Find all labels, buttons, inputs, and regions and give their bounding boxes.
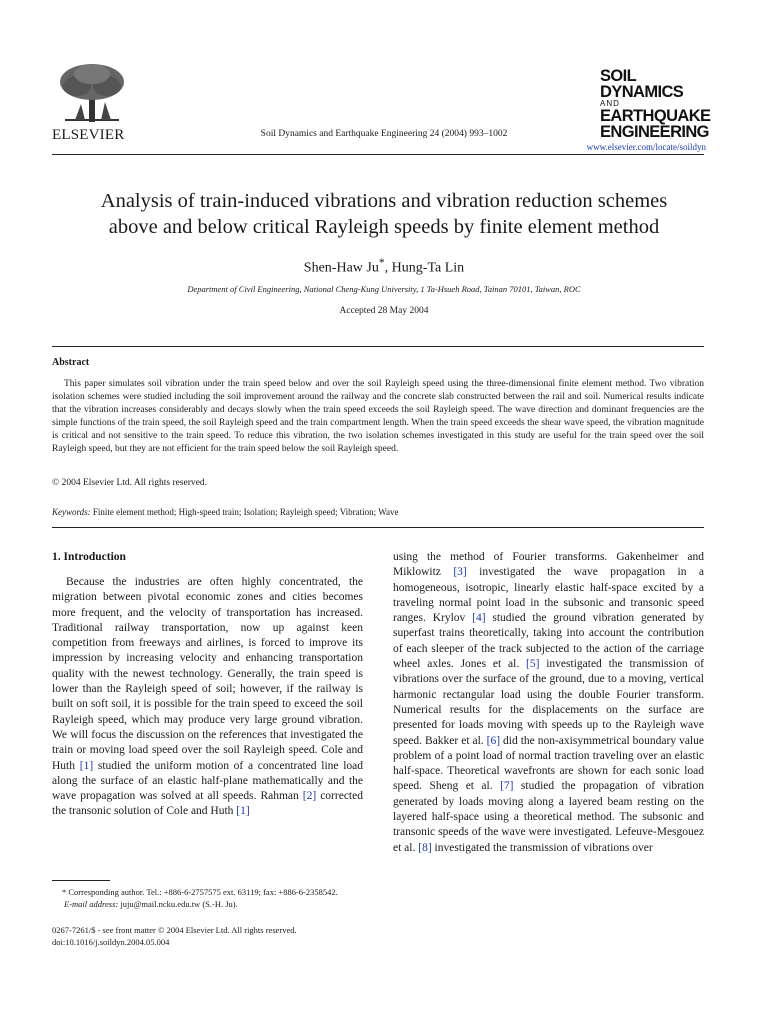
header-rule (52, 154, 704, 155)
abstract-top-rule (52, 346, 704, 347)
journal-logo-line: EARTHQUAKE (600, 107, 711, 125)
email-footnote (52, 899, 363, 911)
journal-url-link[interactable]: www.elsevier.com/locate/soildyn (586, 142, 706, 152)
section-heading: 1. Introduction (52, 551, 126, 563)
abstract-bottom-rule (52, 527, 704, 528)
keywords (52, 507, 399, 517)
right-column-text (393, 550, 704, 856)
journal-logo-line: AND (600, 99, 620, 108)
journal-logo-line: ENGINEERING (600, 123, 709, 141)
accepted-date: Accepted 28 May 2004 (339, 306, 429, 316)
body-text: investigated the transmission of vibrations over (431, 841, 653, 854)
journal-reference: Soil Dynamics and Earthquake Engineering 24 (2004) 993–1002 (260, 129, 508, 139)
author-name: Shen-Haw Ju (303, 260, 379, 276)
corresponding-mark[interactable]: * (378, 256, 385, 269)
doi-line[interactable]: doi:10.1016/j.soildyn.2004.05.004 (52, 936, 170, 947)
affiliation: Department of Civil Engineering, National Cheng-Kung University, 1 Ta-Hsueh Road, Tainan 70101, Taiwan, ROC (187, 284, 581, 294)
footnote-rule (52, 880, 110, 881)
left-column-text (52, 575, 363, 820)
citation-link[interactable]: [8] (418, 841, 432, 854)
body-text: corrected the transonic solution of Cole and Huth (52, 790, 363, 818)
body-text: did the non-axisymmetrical boundary value problem of a point load of normal traction traveling over an elastic half-space. Theoretical wavefronts are shown for each sonic load speed. Sheng et al. (393, 734, 704, 793)
citation-link[interactable]: [3] (453, 566, 467, 579)
body-text: using the method of Fourier transforms. Gakenheimer and Miklowitz (393, 551, 704, 579)
citation-link[interactable]: [6] (486, 734, 501, 747)
body-text: studied the ground vibration generated by superfast trains theoretically, taking into account the contribution of each sleeper of the track subjected to the action of the carriage wheel axles. Jones et al. (393, 612, 705, 671)
body-text: Because the industries are often highly concentrated, the migration between pivotal economic zones and cities becomes more frequent, and the velocity of transportation has increased. Traditional railway transportation, now up against keen competition from freeways and airlines, is forced to improve its impression by increasing velocity and enhancing transportation quality with the newest technology. Generally, the train speed is lower than the Rayleigh speed of soil; however, if the railway is built on soft soil, it is possible for the train speed to exceed the soil Rayleigh speed, which may produce very large ground vibration. We will focus the discussion on the references that investigated the train or moving load speed over the soil Rayleigh speed. Cole and Huth (52, 576, 363, 772)
citation-link[interactable]: [4] (472, 612, 486, 625)
citation-link[interactable]: [5] (526, 658, 540, 671)
body-text: investigated the transmission of vibrations over the surface of the ground, due to a moving, vertical harmonic rectangular load using the double Fourier transform. Numerical results for the displacements on the surface are presented for loads moving with speeds up to the Rayleigh wave speed. Bakker et al. (393, 658, 704, 747)
body-text: studied the propagation of vibration generated by loads moving along a layered beam resting on the layered half-space using a theoretical method. The subsonic and transonic speeds of the wave were investigated. Lefeuve-Mesgouez et al. (393, 780, 704, 854)
footnote (52, 887, 363, 910)
journal-logo-line: SOIL DYNAMICS (600, 67, 684, 101)
keywords-label: Keywords: (52, 507, 91, 517)
paper-title (40, 188, 728, 240)
citation-link[interactable]: [2] (302, 790, 317, 803)
issn-line: 0267-7261/$ - see front matter © 2004 Elsevier Ltd. All rights reserved. (52, 925, 297, 935)
abstract-copyright: © 2004 Elsevier Ltd. All rights reserved. (52, 478, 207, 488)
body-text: studied the uniform motion of a concentrated line load along the surface of an elastic half-plane mathematically and the wave propagation was solved at all speeds. Rahman (52, 759, 364, 803)
email-label: E-mail address: (64, 898, 119, 909)
corresponding-footnote: * Corresponding author. Tel.: +886-6-2757575 ext. 63119; fax: +886-6-2358542. (62, 887, 338, 897)
abstract-heading: Abstract (52, 357, 90, 368)
keywords-text: Finite element method; High-speed train; Isolation; Rayleigh speed; Vibration; Wave (90, 507, 399, 517)
title-line: Analysis of train-induced vibrations and vibration reduction schemes (100, 190, 668, 212)
abstract-body: This paper simulates soil vibration under the train speed below and over the soil Rayleigh speed using the three-dimensional finite element method. Two vibration isolation schemes were studied including the soil improvement around the railway and the concrete slab constructed between the rail and soil. Numerical results indicate that the vibration increases considerably and decays slowly when the train speed exceeds the soil Rayleigh speed. The wave direction and dominant frequencies are the simple functions of the train speed, the soil Rayleigh speed and the train compartment length. When the train speed exceeds the shear wave speed, the vibration magnitude is critical and not sensitive to the train speed. To reduce this vibration, the two isolation schemes investigated in this study are useful for the train speed over the soil Rayleigh speed, but they are not efficient for the train speed below the soil Rayleigh speed. (52, 379, 704, 454)
citation-link[interactable]: [7] (500, 780, 514, 793)
publisher-name: ELSEVIER (52, 127, 125, 143)
authors (0, 256, 768, 277)
citation-link[interactable]: [1] (236, 805, 250, 818)
front-matter (52, 925, 297, 948)
email-address[interactable]: juju@mail.ncku.edu.tw (S.-H. Ju). (118, 898, 238, 909)
citation-link[interactable]: [1] (79, 759, 94, 772)
author-name: , Hung-Ta Lin (384, 260, 465, 276)
title-line: above and below critical Rayleigh speeds by finite element method (108, 216, 660, 238)
elsevier-tree-logo (55, 62, 129, 126)
journal-logo (600, 68, 710, 140)
body-text: investigated the wave propagation in a homogeneous, isotropic, linearly elastic half-space excited by a traveling normal point load in the subsonic and transonic speed ranges. Krylov (393, 566, 705, 625)
